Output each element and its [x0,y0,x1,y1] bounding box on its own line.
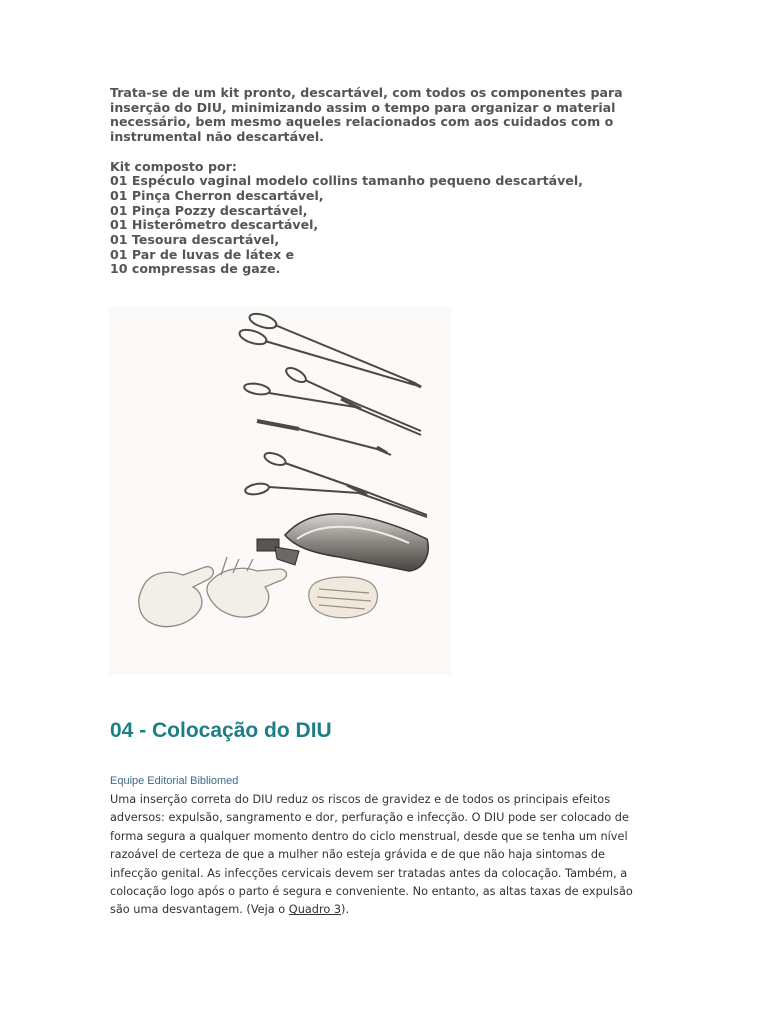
body-line: razoável de certeza de que a mulher não esteja grávida e de que não haja sintomas de [110,848,605,862]
kit-list-item: 01 Pinça Pozzy descartável, [110,202,308,218]
kit-list-title: Kit composto por: [110,158,237,174]
latex-gloves-illustration [139,557,287,627]
kit-intro-line: Trata-se de um kit pronto, descartável, com todos os componentes para [110,85,623,100]
body-line: adversos: expulsão, sangramento e dor, perfuração e infecção. O DIU pode ser colocado de [110,811,629,825]
kit-items-list [110,160,670,278]
body-last-line [110,901,660,919]
body-line: Uma inserção correta do DIU reduz os riscos de gravidez e de todos os principais efeitos [110,793,611,806]
section-body [110,791,660,920]
kit-list-item: 01 Pinça Cherron descartável, [110,187,324,203]
kit-intro-line: necessário, bem mesmo aqueles relacionados com aos cuidados com o [110,114,614,130]
kit-list-item: 10 compressas de gaze. [110,261,281,277]
kit-list-item: 01 Tesoura descartável, [110,232,280,248]
kit-illustration [109,307,451,675]
scissors-illustration [238,311,421,387]
body-last-line-suffix: ). [341,903,350,917]
hysterometer-illustration [257,421,391,455]
body-line: infecção genital. As infecções cervicais devem ser tratadas antes da colocação. Também, a [110,866,628,880]
kit-list-item: 01 Espéculo vaginal modelo collins tamanho pequeno descartável, [110,173,583,189]
pozzy-forceps-illustration [244,451,427,517]
section-heading: 04 - Colocação do DIU [110,719,332,742]
gauze-compresses-illustration [309,577,378,618]
kit-intro-line: instrumental não descartável. [110,129,324,145]
author-byline: Equipe Editorial Bibliomed [110,775,239,787]
kit-intro-paragraph [110,86,670,145]
kit-list-item: 01 Par de luvas de látex e [110,246,295,262]
body-line: colocação logo após o parto é segura e conveniente. No entanto, as altas taxas de expulsão [110,885,633,899]
kit-list-item: 01 Histerômetro descartável, [110,217,319,233]
surgical-instruments-kit-illustration [109,307,451,675]
vaginal-speculum-illustration [257,514,428,571]
kit-description [110,86,670,277]
body-line: forma segura a qualquer momento dentro do ciclo menstrual, desde que se tenha um nível [110,829,628,843]
kit-intro-line: inserção do DIU, minimizando assim o tempo para organizar o material [110,99,616,115]
quadro-3-link[interactable]: Quadro 3 [288,903,342,917]
body-last-line-prefix: são uma desvantagem. (Veja o [110,903,289,917]
